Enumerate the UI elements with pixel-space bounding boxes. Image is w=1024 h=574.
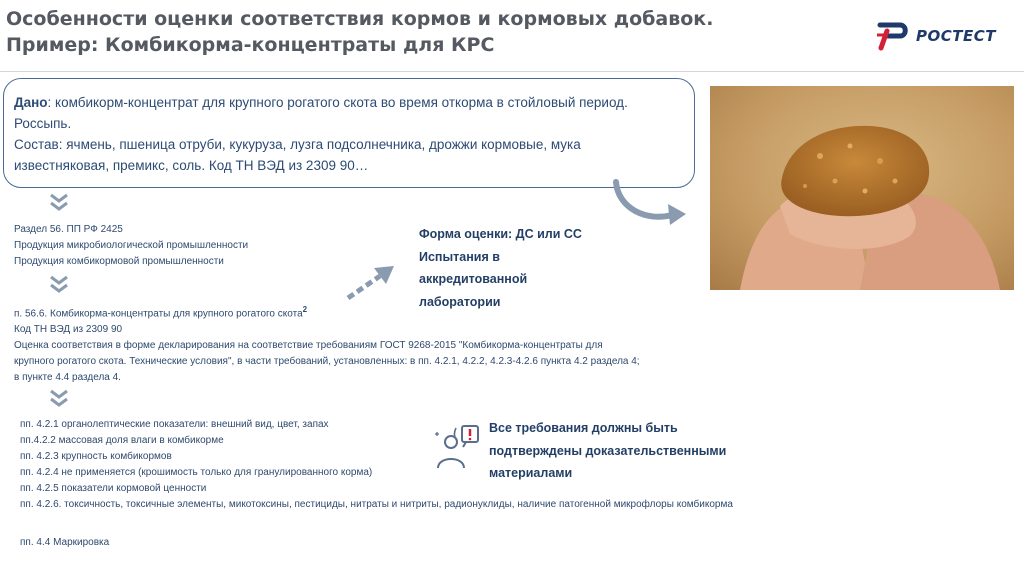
given-line-3: Состав: ячмень, пшеница отруби, кукуруза, лузга подсолнечника, дрожжи кормовые, мука — [14, 137, 581, 152]
confirm-line-2: подтверждены доказательственными — [489, 443, 727, 458]
requirement-item: пп. 4.2.3 крупность комбикормов — [20, 451, 172, 462]
confirmation-block — [489, 417, 779, 485]
clause-block — [14, 302, 640, 386]
marking-block — [20, 535, 109, 551]
section-line-1: Раздел 56. ПП РФ 2425 — [14, 224, 123, 235]
person-alert-icon — [434, 424, 484, 470]
assessment-line-2: Испытания в — [419, 249, 500, 264]
clause-line-5: в пункте 4.4 раздела 4. — [14, 372, 121, 384]
clause-line-2: Код ТН ВЭД из 2309 90 — [14, 324, 123, 336]
confirm-line-3: материалами — [489, 466, 573, 480]
given-text-1: : комбикорм-концентрат для крупного рогатого скота во время откорма в стойловый период. — [47, 95, 628, 110]
rostest-logo — [876, 18, 996, 54]
confirm-line-1: Все требования должны быть — [489, 421, 678, 435]
page-title — [6, 6, 766, 58]
marking-line: пп. 4.4 Маркировка — [20, 537, 110, 548]
header-divider — [0, 71, 1024, 72]
section-line-3: Продукция комбикормовой промышленности — [14, 256, 224, 267]
given-line-4: известняковая, премикс, соль. Код ТН ВЭД из 2309 90… — [14, 158, 369, 173]
chevron-down-icon — [48, 193, 70, 215]
section-line-2: Продукция микробиологической промышленности — [14, 240, 249, 251]
rostest-logo-icon — [876, 21, 910, 51]
title-line-2: Пример: Комбикорма-концентраты для КРС — [6, 34, 495, 56]
clause-line-4: крупного рогатого скота. Технические условия", в части требований, установленных: в пп. 4.2.1, 4.2.2, 4.2.3-4.2.6 пункта 4.2 раздела 4; — [14, 356, 640, 368]
given-box — [3, 78, 695, 188]
clause-line-3: Оценка соответствия в форме декларирования на соответствие требованиям ГОСТ 9268-2015 "Комбикорма-концентраты для — [14, 340, 603, 352]
chevron-down-icon — [48, 389, 70, 411]
dashed-arrow-icon — [344, 264, 396, 302]
requirement-item: пп. 4.2.1 органолептические показатели: внешний вид, цвет, запах — [20, 419, 329, 430]
section-block — [14, 222, 248, 270]
assessment-line-1: Форма оценки: ДС или СС — [419, 227, 582, 241]
requirement-item: пп. 4.2.4 не применяется (крошимость только для гранулированного корма) — [20, 467, 373, 478]
requirement-item: пп. 4.2.5 показатели кормовой ценности — [20, 483, 207, 494]
title-line-1: Особенности оценки соответствия кормов и кормовых добавок. — [6, 8, 714, 30]
requirement-item: пп.4.2.2 массовая доля влаги в комбикорме — [20, 435, 224, 446]
logo-text: РОСТЕСТ — [916, 27, 996, 45]
requirement-item: пп. 4.2.6. токсичность, токсичные элементы, микотоксины, пестициды, нитраты и нитриты, радионуклиды, наличие патогенной микрофлоры комбикорма — [20, 499, 733, 510]
chevron-down-icon — [48, 275, 70, 297]
clause-line-1: п. 56.6. Комбикорма-концентраты для крупного рогатого скота$^2$ — [14, 305, 308, 320]
assessment-form-block — [419, 223, 619, 313]
hands-with-grain-image — [710, 86, 1014, 290]
given-label: Дано — [14, 95, 48, 110]
curved-arrow-icon — [610, 178, 688, 234]
footnote-marker: 2 — [302, 305, 308, 314]
given-line-2: Россыпь. — [14, 116, 72, 131]
assessment-line-4: лаборатории — [419, 294, 501, 309]
given-line-1 — [14, 92, 682, 113]
feed-photo — [710, 86, 1014, 290]
assessment-line-3: аккредитованной — [419, 272, 528, 286]
